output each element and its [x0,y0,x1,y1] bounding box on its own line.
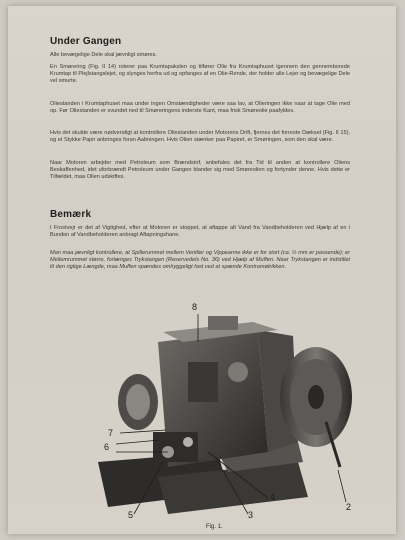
paragraph: Man maa jævnligt kontrollere, at Spillerummet mellem Ventiler og Vippearme ikke er for stort (ca. ½ mm er passende); er Mellemrummet større, forlænges Trykstangen (Reservedels No. 36) ved Hjælp af Muffen. Naar Trykstangen er indstillet til den rigtige Længde, maa Muffen spændes omhyggeligt fast ved at spænde Kontramøtrikken. [50,250,350,270]
document-page [8,6,396,534]
callout-3: 3 [248,510,254,520]
paragraph: Oliestanden i Krumtaphuset maa under ingen Omstændigheder være saa lav, at Olieringen ikke naar at tage Olie med op. Før Oliestanden er svundet ned til Smøreringens inderste Kant, maa frisk Smøreolie paafyldes. [50,101,350,114]
callout-5: 5 [128,510,134,520]
section-heading-bemaerk: Bemærk [50,209,92,220]
paragraph: Naar Motoren arbejder med Petroleum som Brændstof, anbefales det fra Tid til anden at kontrollere Oliens Beskaffenhed, idet uforbrændt Petroleum under Gangen blander sig med Smøreolien og fortynder denne. Hvis dette er Tilfældet, maa Olien udskiftes. [50,160,350,180]
paragraph: I Frostvejr er det af Vigtighed, efter at Motoren er stoppet, at aftappe alt Vand fra Vandbeholderen ved Hjælp af en i Bunden af Vandbeholderen anbragt Aftapningshane. [50,225,350,238]
callout-4: 4 [270,492,276,502]
callout-7: 7 [108,428,114,438]
paragraph: En Smørering (Fig. II 14) roterer paa Krumtapakslen og tilfører Olie fra Krumtaphuset igennem den gennemborede Krumtap til Plejlstangslejet, og slynges herfra ud og opfanges af en Olie-Rende, der holder alle Lejer og bevægelige Dele vel smurte. [50,64,350,84]
figure-caption: Fig. 1. [206,524,223,530]
callout-8: 8 [192,302,198,312]
paragraph: Hvis det skulde være nødvendigt at kontrollere Oliestanden under Motorens Drift, fjernes det forreste Dæksel (Fig. II 15), og et Stykke Papir anbringes foran Aabningen. Hvis Olien stænker paa Papiret, er Smøringen, som den skal være. [50,130,350,143]
engine-illustration [68,302,368,524]
section-heading-under-gangen: Under Gangen [50,36,122,47]
engine-drawing [68,302,368,524]
callout-6: 6 [104,442,110,452]
paragraph: Alle bevægelige Dele skal jævnligt smøres. [50,52,157,58]
callout-2: 2 [346,502,352,512]
